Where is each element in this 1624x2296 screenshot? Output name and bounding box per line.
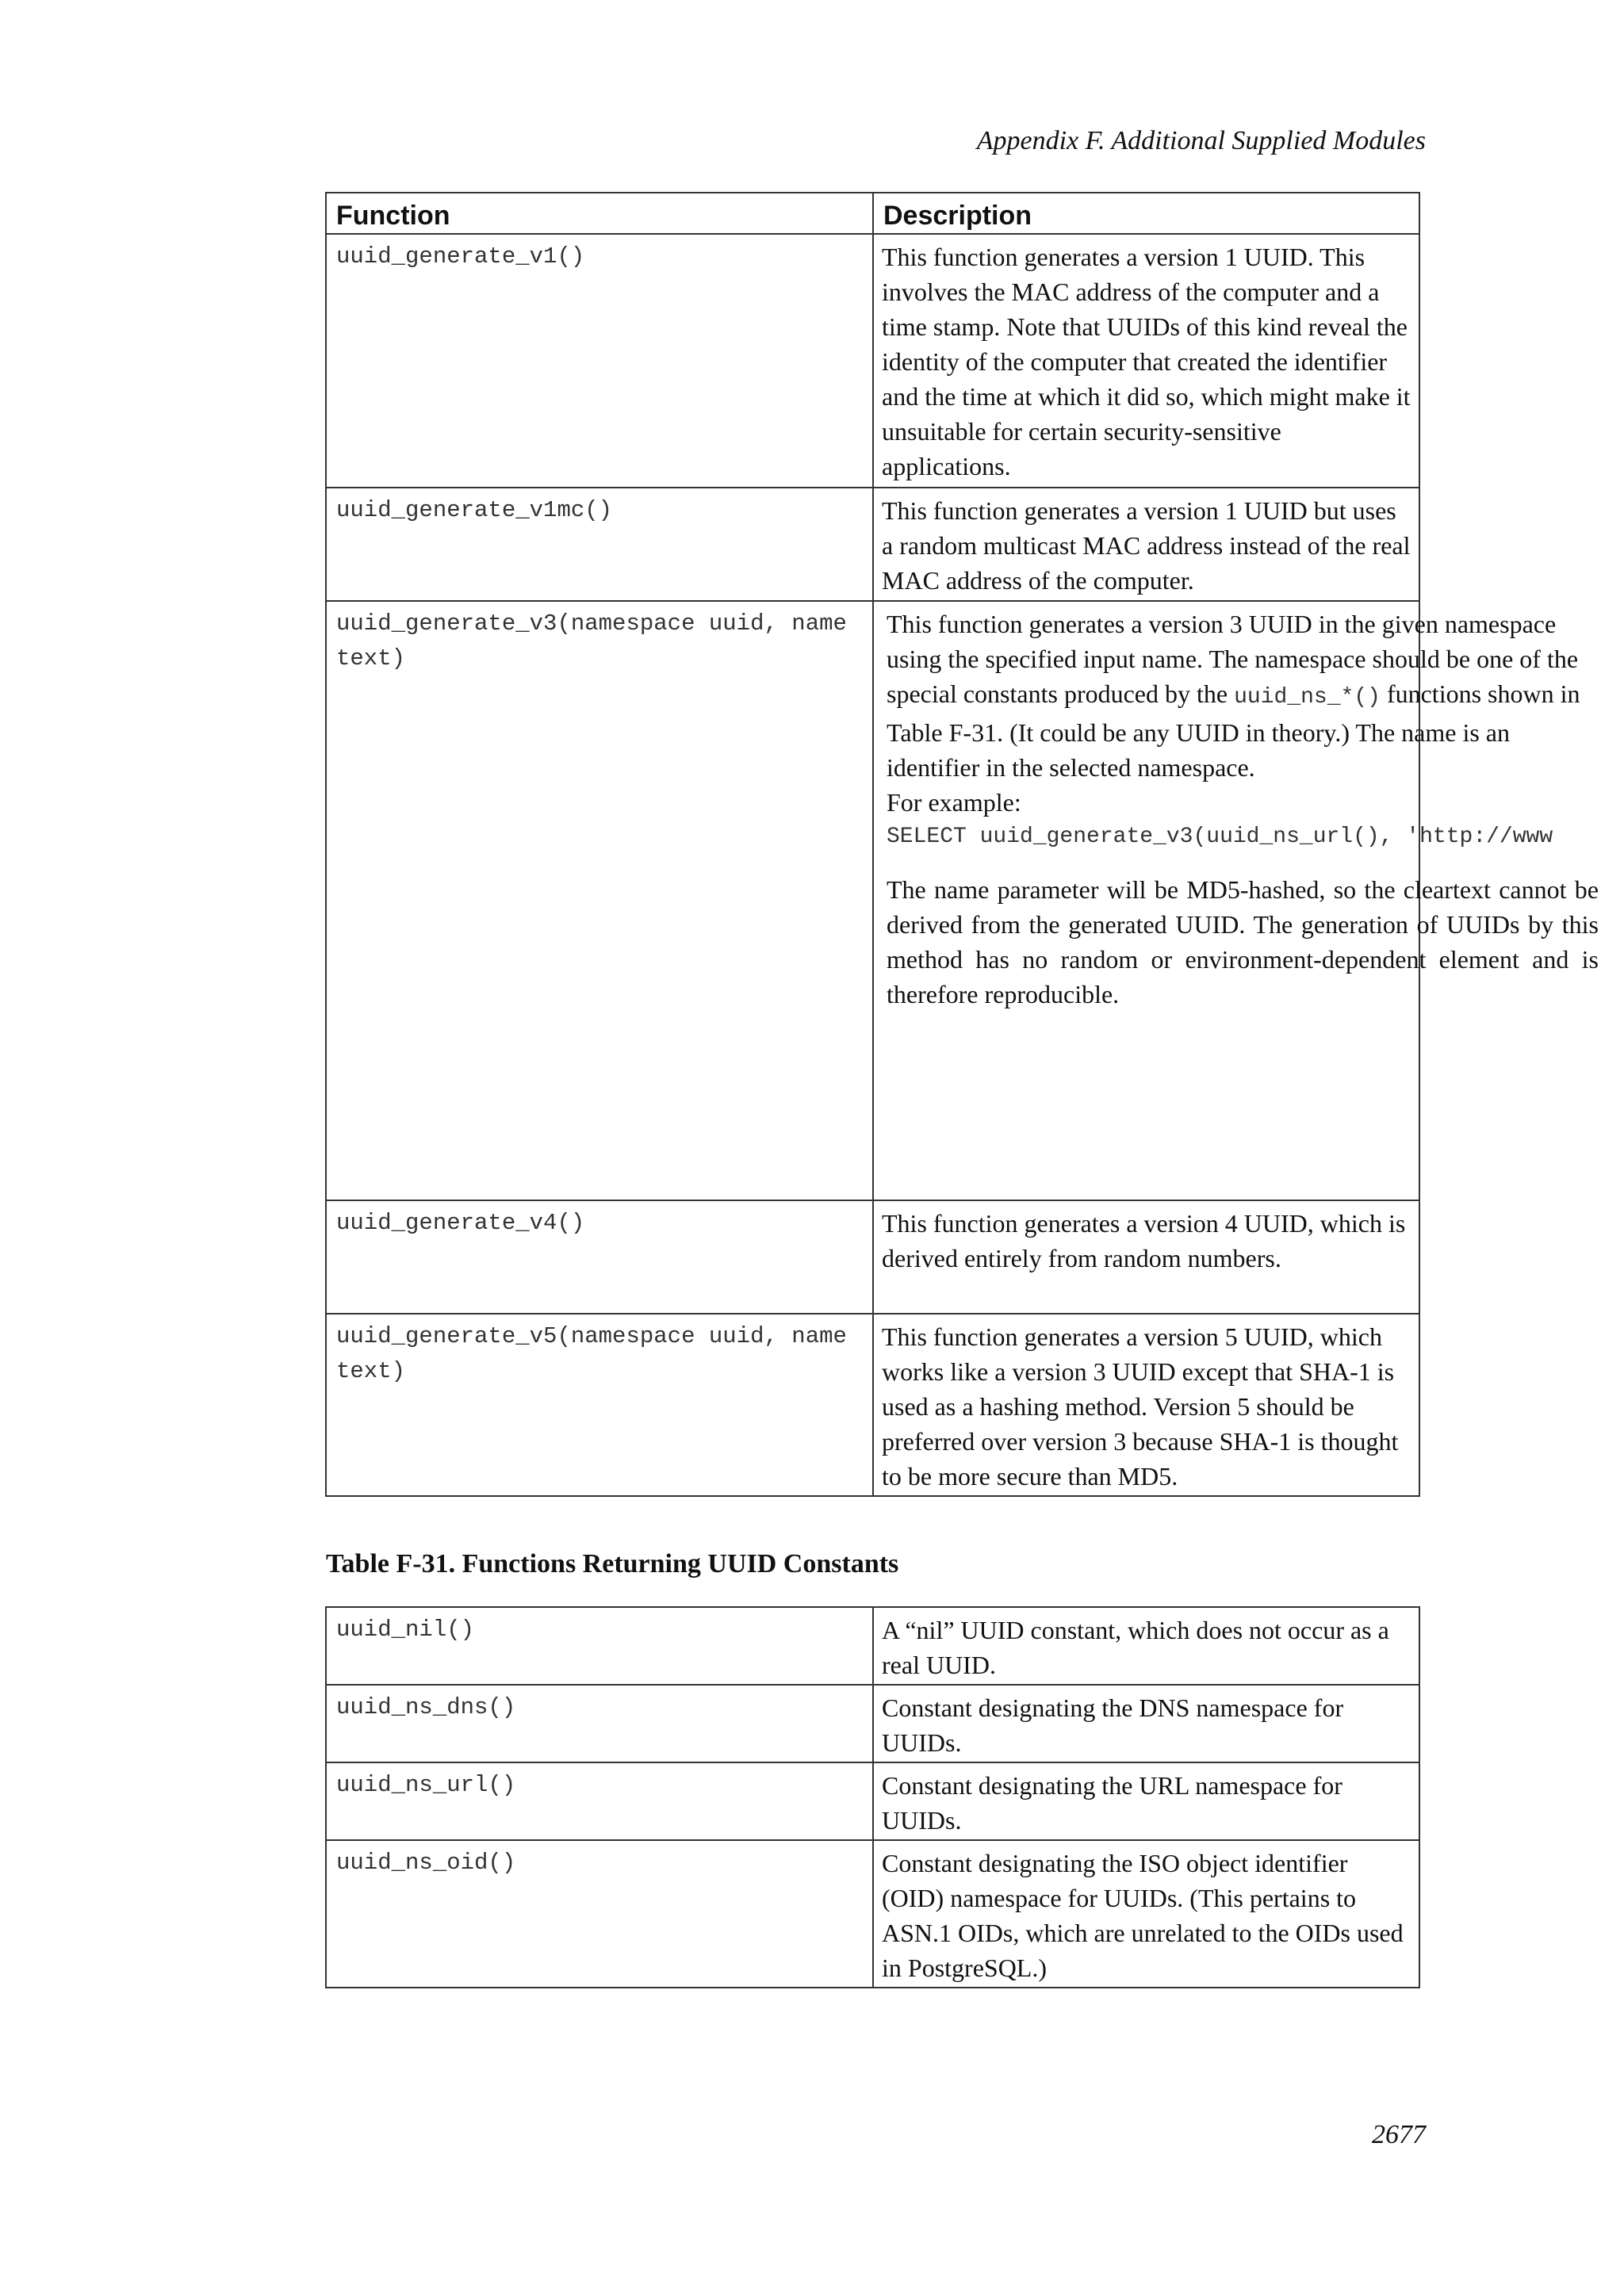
description-cell: Constant designating the URL namespace for UUIDs.: [873, 1762, 1419, 1840]
sql-example: SELECT uuid_generate_v3(uuid_ns_url(), 'http://www: [887, 825, 1553, 849]
description-paragraph: The name parameter will be MD5-hashed, so the cleartext cannot be derived from the generated UUID. The generation of UUIDs by this method has no random or environment-dependent element and is therefore reproducible.: [887, 875, 1599, 1008]
function-cell: uuid_generate_v1mc(): [326, 488, 873, 601]
function-cell: uuid_ns_oid(): [326, 1840, 873, 1988]
function-cell: uuid_generate_v4(): [326, 1200, 873, 1314]
function-cell: uuid_generate_v5(namespace uuid, name text): [326, 1314, 873, 1496]
uuid-constants-table: [325, 1606, 1420, 1988]
function-cell: uuid_generate_v3(namespace uuid, name text): [326, 601, 873, 1200]
table-row: [326, 601, 1419, 1200]
description-paragraph: This function generates a version 3 UUID in the given namespace using the specified input name. The namespace should be one of the special constants produced by the uuid_ns_*() functions shown in Table F-31. (It could be any UUID in theory.) The name is an identifier in the selected namespace.: [887, 610, 1580, 782]
description-cell: This function generates a version 5 UUID, which works like a version 3 UUID except that SHA-1 is used as a hashing method. Version 5 should be preferred over version 3 because SHA-1 is thought to be more secure than MD5.: [873, 1314, 1419, 1496]
description-cell: A “nil” UUID constant, which does not occur as a real UUID.: [873, 1607, 1419, 1685]
table-caption: Table F-31. Functions Returning UUID Constants: [326, 1549, 899, 1578]
column-header-description: Description: [873, 193, 1419, 234]
code-fragment: uuid_ns_*(): [1234, 685, 1381, 710]
description-cell: [873, 601, 1599, 1200]
table-row: [326, 1607, 1419, 1685]
page-number: 2677: [1372, 2120, 1426, 2149]
table-row: [326, 1762, 1419, 1840]
description-cell: This function generates a version 1 UUID. This involves the MAC address of the computer and a time stamp. Note that UUIDs of this kind reveal the identity of the computer that created the identifier and the time at which it did so, which might make it unsuitable for certain security-sensitive applications.: [873, 234, 1419, 488]
table-row: [326, 1840, 1419, 1988]
description-cell: Constant designating the DNS namespace for UUIDs.: [873, 1685, 1419, 1762]
table-row: [326, 1200, 1419, 1314]
table-row: [326, 234, 1419, 488]
function-cell: uuid_generate_v1(): [326, 234, 873, 488]
uuid-functions-table: [325, 192, 1599, 1497]
table-row: [326, 1314, 1419, 1496]
function-cell: uuid_nil(): [326, 1607, 873, 1685]
description-cell: This function generates a version 1 UUID but uses a random multicast MAC address instead of the real MAC address of the computer.: [873, 488, 1419, 601]
table-row: [326, 488, 1419, 601]
table-row: [326, 1685, 1419, 1762]
function-cell: uuid_ns_url(): [326, 1762, 873, 1840]
example-label: For example:: [887, 788, 1021, 817]
description-cell: This function generates a version 4 UUID, which is derived entirely from random numbers.: [873, 1200, 1419, 1314]
table-header-row: [326, 193, 1419, 234]
function-cell: uuid_ns_dns(): [326, 1685, 873, 1762]
running-header: Appendix F. Additional Supplied Modules: [976, 126, 1426, 155]
column-header-function: Function: [326, 193, 873, 234]
description-cell: Constant designating the ISO object identifier (OID) namespace for UUIDs. (This pertains to ASN.1 OIDs, which are unrelated to the OIDs used in PostgreSQL.): [873, 1840, 1419, 1988]
